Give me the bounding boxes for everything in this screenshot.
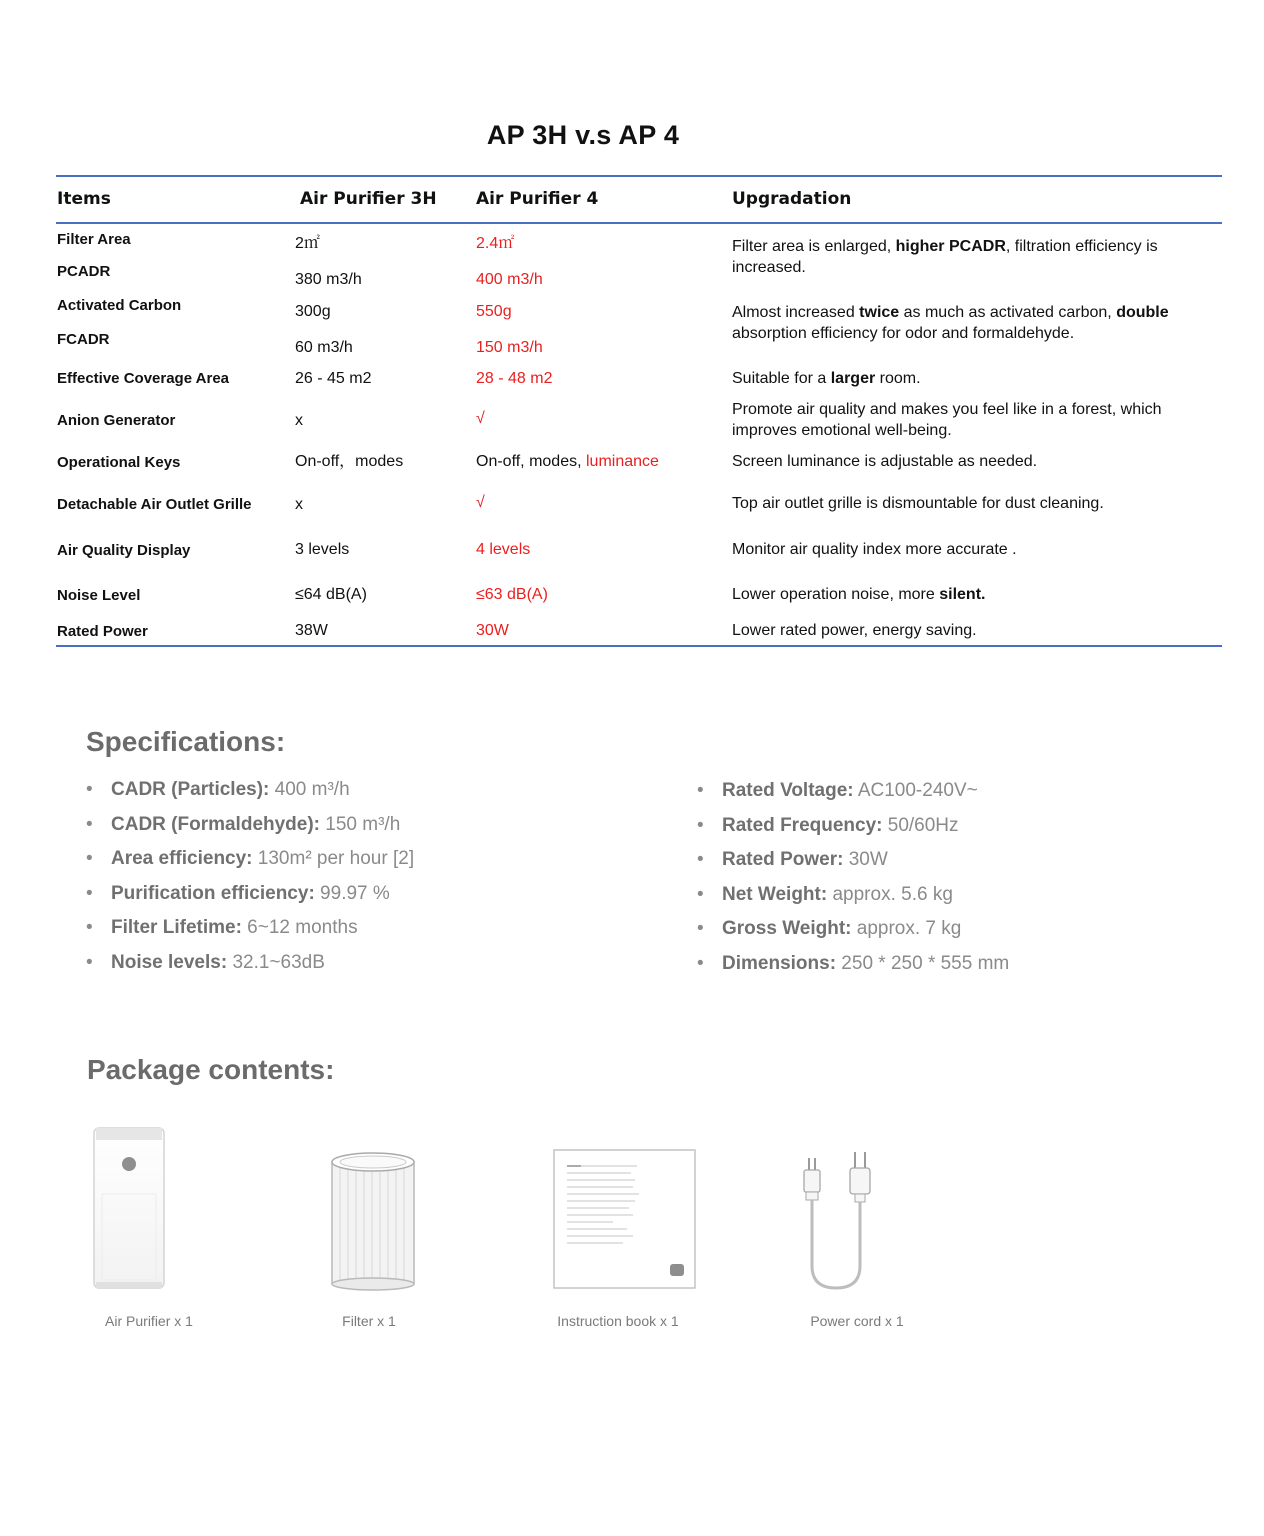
ap3h-outlet-grille: x	[295, 496, 303, 513]
row-item-coverage-area: Effective Coverage Area	[57, 370, 230, 387]
ap4-outlet-grille: √	[476, 494, 485, 511]
ap3h-operational-keys: On-off，modes	[295, 453, 404, 470]
specs-right-list	[697, 774, 1217, 981]
spec-item: • Gross Weight: approx. 7 kg	[697, 912, 1217, 947]
row-item-anion-generator: Anion Generator	[57, 412, 176, 429]
ap3h-fcadr: 60 m3/h	[295, 339, 353, 356]
page-title: AP 3H v.s AP 4	[486, 120, 680, 150]
ap4-noise-level: ≤63 dB(A)	[476, 586, 548, 603]
table-top-rule	[56, 175, 1222, 177]
upgrade-air-quality-display: Monitor air quality index more accurate .	[732, 541, 1017, 558]
spec-item: • Rated Power: 30W	[697, 843, 1217, 878]
ap4-filter-area: 2.4㎡	[476, 235, 515, 252]
row-item-activated-carbon: Activated Carbon	[57, 297, 182, 314]
package-item-filter-label: Filter x 1	[342, 1313, 396, 1329]
air-purifier-icon	[92, 1124, 166, 1297]
ap3h-air-quality-display: 3 levels	[295, 541, 350, 558]
header-ap3h: Air Purifier 3H	[300, 189, 437, 209]
package-item-power-cord-label: Power cord x 1	[810, 1313, 904, 1329]
spec-item: • Rated Frequency: 50/60Hz	[697, 809, 1217, 844]
header-items: Items	[57, 189, 111, 209]
ap4-fcadr: 150 m3/h	[476, 339, 543, 356]
upgrade-noise-level: Lower operation noise, more silent.	[732, 586, 986, 603]
ap3h-rated-power: 38W	[295, 622, 328, 639]
spec-item: • Dimensions: 250 * 250 * 555 mm	[697, 947, 1217, 982]
upgrade-operational-keys: Screen luminance is adjustable as needed.	[732, 453, 1038, 470]
row-item-air-quality-display: Air Quality Display	[57, 542, 191, 559]
row-item-outlet-grille: Detachable Air Outlet Grille	[57, 496, 252, 513]
spec-item: • CADR (Formaldehyde): 150 m³/h	[86, 808, 646, 843]
upgrade-filter-pcadr: Filter area is enlarged, higher PCADR, filtration efficiency is increased.	[732, 238, 1158, 276]
spec-item: • Net Weight: approx. 5.6 kg	[697, 878, 1217, 913]
table-bottom-rule	[56, 645, 1222, 647]
upgrade-anion-generator: Promote air quality and makes you feel like in a forest, which improves emotional well-being.	[732, 401, 1162, 439]
row-item-fcadr: FCADR	[57, 331, 110, 348]
upgrade-rated-power: Lower rated power, energy saving.	[732, 622, 977, 639]
row-item-filter-area: Filter Area	[57, 231, 131, 248]
upgrade-coverage-area: Suitable for a larger room.	[732, 370, 921, 387]
upgrade-carbon-fcadr: Almost increased twice as much as activated carbon, double absorption efficiency for odor and formaldehyde.	[732, 304, 1169, 342]
spec-item: • Rated Voltage: AC100-240V~	[697, 774, 1217, 809]
ap4-anion-generator: √	[476, 410, 485, 427]
filter-icon	[328, 1150, 418, 1297]
spec-item: • Filter Lifetime: 6~12 months	[86, 911, 646, 946]
row-item-pcadr: PCADR	[57, 263, 111, 280]
ap4-activated-carbon: 550g	[476, 303, 512, 320]
row-item-operational-keys: Operational Keys	[57, 454, 181, 471]
instruction-book-icon	[553, 1149, 697, 1295]
ap4-air-quality-display: 4 levels	[476, 541, 531, 558]
ap3h-filter-area: 2㎡	[295, 235, 320, 252]
spec-item: • Area efficiency: 130m² per hour [2]	[86, 842, 646, 877]
ap3h-coverage-area: 26 - 45 m2	[295, 370, 372, 387]
spec-item: • CADR (Particles): 400 m³/h	[86, 773, 646, 808]
power-cord-icon	[800, 1148, 880, 1299]
row-item-rated-power: Rated Power	[57, 623, 148, 640]
row-item-noise-level: Noise Level	[57, 587, 141, 604]
specifications-title: Specifications:	[86, 726, 286, 757]
header-upgradation: Upgradation	[732, 189, 852, 209]
ap3h-activated-carbon: 300g	[295, 303, 331, 320]
spec-item: • Purification efficiency: 99.97 %	[86, 877, 646, 912]
ap4-operational-keys: On-off, modes, luminance	[476, 453, 659, 470]
package-item-instruction-book-label: Instruction book x 1	[557, 1313, 679, 1329]
spec-item: • Noise levels: 32.1~63dB	[86, 946, 646, 981]
ap4-coverage-area: 28 - 48 m2	[476, 370, 553, 387]
table-header-rule	[56, 222, 1222, 224]
package-contents-title: Package contents:	[87, 1054, 335, 1085]
specs-left-list	[86, 773, 646, 980]
package-item-air-purifier-label: Air Purifier x 1	[105, 1313, 193, 1329]
ap3h-noise-level: ≤64 dB(A)	[295, 586, 367, 603]
ap3h-pcadr: 380 m3/h	[295, 271, 362, 288]
ap4-rated-power: 30W	[476, 622, 509, 639]
ap3h-anion-generator: x	[295, 412, 303, 429]
ap4-pcadr: 400 m3/h	[476, 271, 543, 288]
header-ap4: Air Purifier 4	[476, 189, 599, 209]
upgrade-outlet-grille: Top air outlet grille is dismountable for dust cleaning.	[732, 495, 1104, 512]
